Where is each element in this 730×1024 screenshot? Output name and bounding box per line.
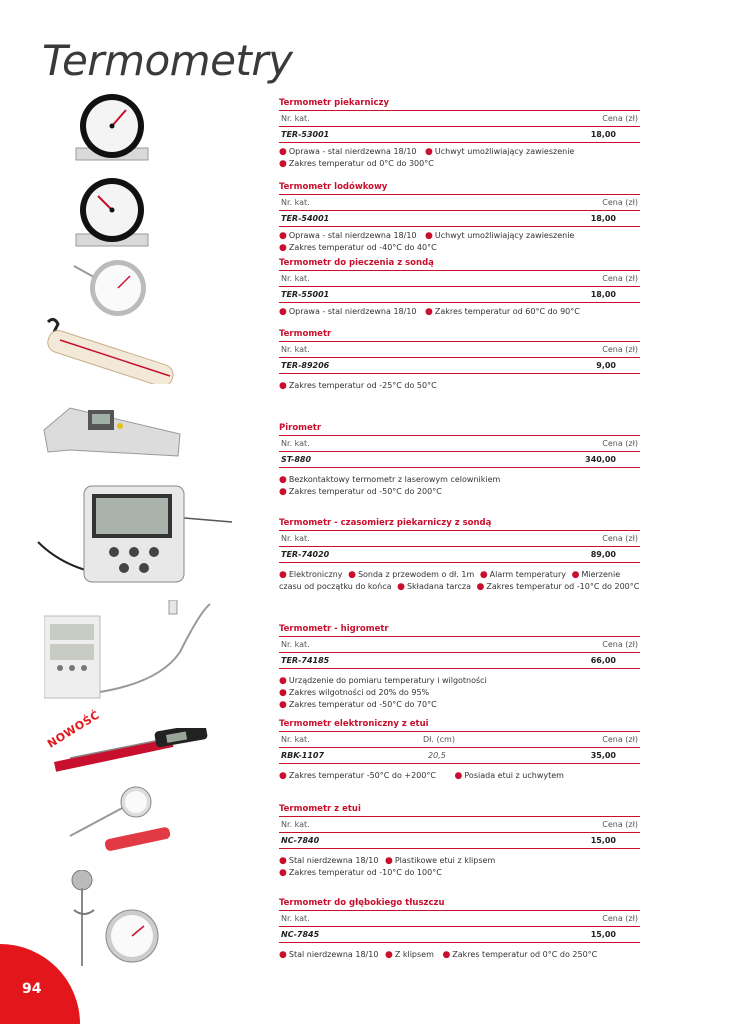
price-header: Cena (zł) xyxy=(602,820,638,829)
tube-thermometer-image xyxy=(40,316,185,384)
price: 15,00 xyxy=(590,836,616,845)
probe-thermometer-image xyxy=(70,252,150,322)
table-header-row xyxy=(279,531,640,547)
feature-item: ● Zakres temperatur od -50°C do 200°C xyxy=(279,487,442,497)
product-block xyxy=(279,329,640,392)
price: 18,00 xyxy=(590,130,616,139)
feature-item: ● Elektroniczny xyxy=(279,570,343,580)
product-block xyxy=(279,719,640,782)
oven-thermometer-image xyxy=(68,88,158,166)
feature-item: ● Zakres temperatur od 0°C do 300°C xyxy=(279,159,434,169)
product-name: Termometr piekarniczy xyxy=(279,98,640,111)
catalog-number: TER-74020 xyxy=(281,550,330,559)
table-header-row xyxy=(279,195,640,211)
price-header: Cena (zł) xyxy=(602,439,638,448)
feature-list xyxy=(279,306,640,318)
product-block xyxy=(279,898,640,961)
table-header-row xyxy=(279,911,640,927)
price: 66,00 xyxy=(590,656,616,665)
feature-item: ● Oprawa - stal nierdzewna 18/10 xyxy=(279,231,417,241)
price: 340,00 xyxy=(585,455,616,464)
feature-list xyxy=(279,949,640,961)
product-block xyxy=(279,804,640,879)
page-title: Termometry xyxy=(42,36,293,85)
table-header-row xyxy=(279,817,640,833)
table-row xyxy=(279,287,640,303)
price-header: Cena (zł) xyxy=(602,534,638,543)
product-name: Termometr xyxy=(279,329,640,342)
table-row xyxy=(279,653,640,669)
feature-item: ● Sonda z przewodem o dł. 1m xyxy=(348,570,475,580)
feature-item: ● Mierzenie czasu od początku do końca xyxy=(279,570,621,591)
product-block xyxy=(279,423,640,498)
feature-item: ● Oprawa - stal nierdzewna 18/10 xyxy=(279,307,417,317)
catalog-number: ST-880 xyxy=(281,455,312,464)
table-row xyxy=(279,748,640,764)
price: 15,00 xyxy=(590,930,616,939)
feature-list xyxy=(279,675,640,711)
catalog-number: TER-74185 xyxy=(281,656,330,665)
product-name: Termometr do głębokiego tłuszczu xyxy=(279,898,640,911)
feature-list xyxy=(279,569,640,593)
feature-list xyxy=(279,380,640,392)
price-header: Cena (zł) xyxy=(602,198,638,207)
catalog-number: RBK-1107 xyxy=(281,751,325,760)
product-block xyxy=(279,98,640,170)
catalog-number-header: Nr. kat. xyxy=(281,534,310,543)
product-name: Termometr do pieczenia z sondą xyxy=(279,258,640,271)
table-row xyxy=(279,927,640,943)
feature-list xyxy=(279,474,640,498)
page-number: 94 xyxy=(22,981,42,997)
feature-item: ● Zakres temperatur od -50°C do 70°C xyxy=(279,700,437,710)
table-row xyxy=(279,358,640,374)
catalog-number-header: Nr. kat. xyxy=(281,114,310,123)
price: 9,00 xyxy=(596,361,616,370)
price-header: Cena (zł) xyxy=(602,114,638,123)
feature-list xyxy=(279,855,640,879)
product-block xyxy=(279,258,640,318)
table-header-row xyxy=(279,111,640,127)
new-badge: NOWOŚĆ xyxy=(45,708,103,751)
feature-item: ● Plastikowe etui z klipsem xyxy=(384,856,496,866)
catalog-number: TER-53001 xyxy=(281,130,330,139)
product-name: Termometr lodówkowy xyxy=(279,182,640,195)
feature-list xyxy=(279,770,640,782)
catalog-number: NC-7840 xyxy=(281,836,320,845)
fridge-thermometer-image xyxy=(68,170,158,250)
pyrometer-image xyxy=(40,400,188,462)
catalog-number: TER-54001 xyxy=(281,214,330,223)
product-name: Termometr - higrometr xyxy=(279,624,640,637)
table-header-row xyxy=(279,271,640,287)
price: 18,00 xyxy=(590,290,616,299)
feature-item: ● Stal nierdzewna 18/10 xyxy=(279,950,379,960)
table-row xyxy=(279,127,640,143)
product-name: Pirometr xyxy=(279,423,640,436)
catalog-number-header: Nr. kat. xyxy=(281,198,310,207)
catalog-number: TER-55001 xyxy=(281,290,330,299)
table-header-row xyxy=(279,436,640,452)
deep-fry-thermometer-image xyxy=(62,870,166,970)
catalog-number: NC-7845 xyxy=(281,930,320,939)
product-name: Termometr elektroniczny z etui xyxy=(279,719,640,732)
catalog-number-header: Nr. kat. xyxy=(281,345,310,354)
price: 35,00 xyxy=(590,751,616,760)
product-name: Termometr z etui xyxy=(279,804,640,817)
table-row xyxy=(279,452,640,468)
feature-item: ● Alarm temperatury xyxy=(479,570,567,580)
dial-thermometer-with-case-image xyxy=(64,786,174,862)
price-header: Cena (zł) xyxy=(602,345,638,354)
feature-item: ● Uchwyt umożliwiający zawieszenie xyxy=(425,231,575,241)
table-header-row xyxy=(279,342,640,358)
feature-item: ● Zakres temperatur od -25°C do 50°C xyxy=(279,381,437,391)
feature-item: ● Uchwyt umożliwiający zawieszenie xyxy=(425,147,575,157)
feature-item: ● Zakres temperatur od -10°C do 200°C xyxy=(476,582,640,592)
feature-item: ● Zakres temperatur od -40°C do 40°C xyxy=(279,243,437,253)
price: 18,00 xyxy=(590,214,616,223)
feature-item: ● Posiada etui z uchwytem xyxy=(454,771,564,781)
catalog-number-header: Nr. kat. xyxy=(281,439,310,448)
catalog-number-header: Nr. kat. xyxy=(281,274,310,283)
hygrometer-image xyxy=(44,600,214,700)
feature-list xyxy=(279,230,640,254)
feature-item: ● Zakres temperatur od -10°C do 100°C xyxy=(279,868,442,878)
table-row xyxy=(279,833,640,849)
feature-list xyxy=(279,146,640,170)
catalog-number-header: Nr. kat. xyxy=(281,820,310,829)
price-header: Cena (zł) xyxy=(602,735,638,744)
catalog-number-header: Nr. kat. xyxy=(281,735,310,744)
product-block xyxy=(279,518,640,593)
price-header: Cena (zł) xyxy=(602,640,638,649)
catalog-number-header: Nr. kat. xyxy=(281,640,310,649)
catalog-number: TER-89206 xyxy=(281,361,330,370)
table-header-row xyxy=(279,637,640,653)
length-header: Dł. (cm) xyxy=(423,735,455,744)
product-name: Termometr - czasomierz piekarniczy z sondą xyxy=(279,518,640,531)
product-block xyxy=(279,624,640,711)
price-header: Cena (zł) xyxy=(602,914,638,923)
product-block xyxy=(279,182,640,254)
feature-item: ● Zakres temperatur od 0°C do 250°C xyxy=(442,950,598,960)
price: 89,00 xyxy=(590,550,616,559)
feature-item: ● Stal nierdzewna 18/10 xyxy=(279,856,379,866)
feature-item: ● Zakres wilgotności od 20% do 95% xyxy=(279,688,430,698)
feature-item: ● Oprawa - stal nierdzewna 18/10 xyxy=(279,147,417,157)
price-header: Cena (zł) xyxy=(602,274,638,283)
table-header-row xyxy=(279,732,640,748)
feature-item: ● Z klipsem xyxy=(384,950,434,960)
feature-item: ● Zakres temperatur od 60°C do 90°C xyxy=(425,307,580,317)
timer-thermometer-image xyxy=(34,482,234,586)
table-row xyxy=(279,211,640,227)
catalog-number-header: Nr. kat. xyxy=(281,914,310,923)
feature-item: ● Składana tarcza xyxy=(397,582,471,592)
length-value: 20,5 xyxy=(428,751,446,760)
feature-item: ● Zakres temperatur -50°C do +200°C xyxy=(279,771,436,781)
feature-item: ● Urządzenie do pomiaru temperatury i wilgotności xyxy=(279,676,487,686)
table-row xyxy=(279,547,640,563)
feature-item: ● Bezkontaktowy termometr z laserowym celownikiem xyxy=(279,475,501,485)
